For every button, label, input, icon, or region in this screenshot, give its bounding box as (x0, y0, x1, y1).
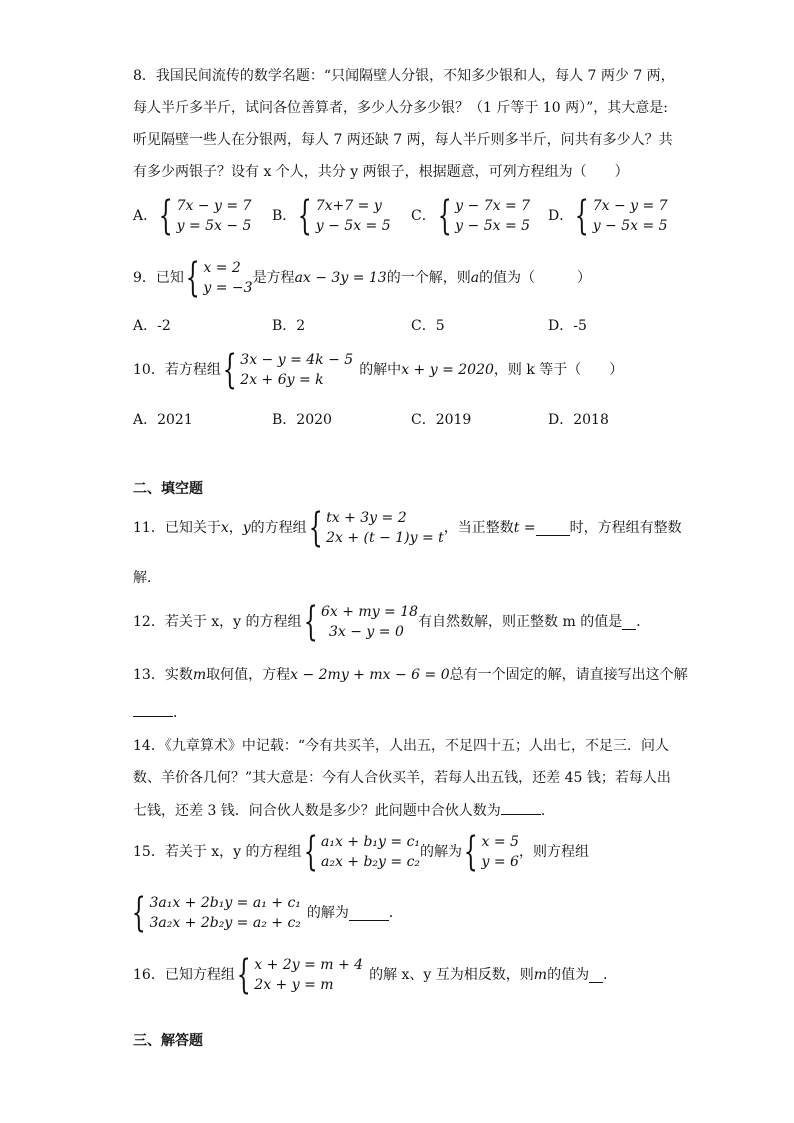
answer-blank[interactable] (536, 521, 570, 536)
answer-blank[interactable] (622, 615, 636, 630)
q8-line-3: 听见隔壁一些人在分银两，每人 7 两还缺 7 两，每人半斤则多半斤，问共有多少人？共 (133, 132, 673, 148)
q12-stem: 12．若关于 x，y 的方程组 { 6x + my = 18 3x − y = 0 有自然数解，则正整数 m 的值是 ． (133, 599, 651, 645)
q9-option-b[interactable]: B．2 (272, 318, 306, 334)
q9-option-a[interactable]: A．-2 (133, 318, 171, 334)
q10-option-c[interactable]: C．2019 (411, 412, 472, 428)
q9-option-d[interactable]: D．-5 (548, 318, 587, 334)
q11-stem: 11．已知关于 x ， y 的方程组 { tx + 3y = 2 2x + (t − 1)y = t ，当正整数 t = 时，方程组有整数 (133, 505, 682, 551)
answer-blank[interactable] (501, 800, 541, 815)
brace-icon: { (308, 505, 323, 551)
q14-line-3: 七钱，还差 3 钱．问合伙人数是多少？此问题中合伙人数为 ． (133, 800, 555, 821)
q10-option-b[interactable]: B．2020 (272, 412, 332, 428)
brace-icon: { (303, 829, 318, 875)
q14-line-1: 14．《九章算术》中记载：“今有共买羊，人出五，不足四十五；人出七，不足三．问人 (133, 738, 669, 754)
q9-stem: 9．已知 { x = 2 y = −3 是方程 ax − 3y = 13 的一个解，则 a 的值为（ ） (133, 255, 592, 301)
q13-answer-line: ． (133, 702, 187, 723)
section-solve-heading: 三、解答题 (133, 1033, 203, 1049)
q8-option-a[interactable]: A． { 7x − y = 7 y = 5x − 5 (133, 193, 252, 239)
brace-icon: { (131, 890, 146, 936)
brace-icon: { (222, 347, 237, 393)
q8-option-d[interactable]: D． { 7x − y = 7 y − 5x = 5 (548, 193, 668, 239)
q13-stem: 13．实数m取何值，方程x − 2my + mx − 6 = 0总有一个固定的解，请直接写出这个解 (133, 667, 688, 683)
brace-icon: { (463, 829, 478, 875)
q8-option-c[interactable]: C． { y − 7x = 7 y − 5x = 5 (411, 193, 531, 239)
answer-blank[interactable] (133, 702, 173, 717)
q8-line-4: 有多少两银子？设有 x 个人，共分 y 两银子，根据题意，可列方程组为（ ） (133, 164, 629, 180)
answer-blank[interactable] (349, 906, 389, 921)
q11-line-2: 解． (133, 570, 161, 586)
answer-blank[interactable] (589, 968, 603, 983)
q14-line-2: 数、羊价各几何？”其大意是：今有人合伙买羊，若每人出五钱，还差 45 钱；若每人出 (133, 770, 671, 786)
q16-stem: 16．已知方程组 { x + 2y = m + 4 2x + y = m 的解 x、y 互为相反数，则 m 的值为 ． (133, 952, 618, 998)
q8-option-b[interactable]: B． { 7x+7 = y y − 5x = 5 (272, 193, 391, 239)
q10-option-a[interactable]: A．2021 (133, 412, 193, 428)
section-fill-in-heading: 二、填空题 (133, 481, 203, 497)
q8-line-1: 8．我国民间流传的数学名题：“只闻隔壁人分银，不知多少银和人，每人 7 两少 7 两， (133, 68, 675, 84)
brace-icon: { (158, 193, 173, 239)
brace-icon: { (437, 193, 452, 239)
brace-icon: { (185, 255, 200, 301)
brace-icon: { (303, 599, 318, 645)
brace-icon: { (298, 193, 313, 239)
q15-stem: 15．若关于 x，y 的方程组 { a₁x + b₁y = c₁ a₂x + b₂y = c₂ 的解为 { x = 5 y = 6 ，则方程组 (133, 829, 589, 875)
q15-second-system: { 3a₁x + 2b₁y = a₁ + c₁ 3a₂x + 2b₂y = a₂ + c₂ 的解为 ． (131, 890, 403, 936)
q10-stem: 10．若方程组 { 3x − y = 4k − 5 2x + 6y = k 的解中 x + y = 2020 ，则 k 等于（ ） (133, 347, 624, 393)
q8-line-2: 每人半斤多半斤，试问各位善算者，多少人分多少银？（1 斤等于 10 两）”，其大意是: (133, 100, 668, 116)
brace-icon: { (236, 952, 251, 998)
q9-option-c[interactable]: C．5 (411, 318, 445, 334)
brace-icon: { (574, 193, 589, 239)
q10-option-d[interactable]: D．2018 (548, 412, 609, 428)
